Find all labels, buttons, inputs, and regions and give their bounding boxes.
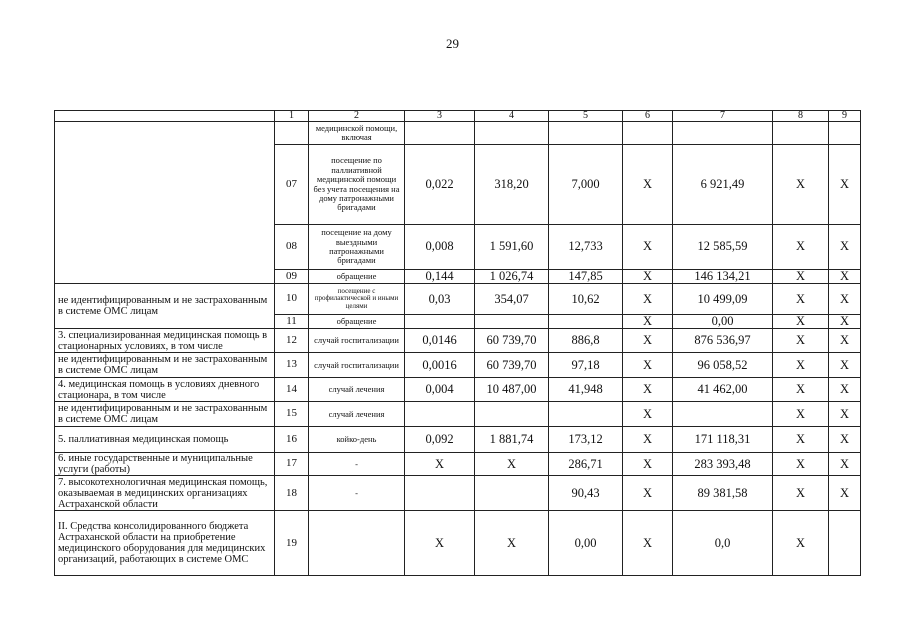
unit-cell: случай лечения	[309, 402, 405, 427]
value-cell: X	[773, 402, 829, 427]
header-cell: 8	[773, 111, 829, 122]
unit-cell	[309, 511, 405, 576]
row-name-cell: не идентифицированным и не застрахованным в системе ОМС лицам	[55, 402, 275, 427]
table-row	[55, 329, 861, 353]
value-cell: X	[623, 427, 673, 453]
header-cell: 2	[309, 111, 405, 122]
value-cell: 146 134,21	[673, 270, 773, 284]
value-cell: 90,43	[549, 476, 623, 511]
value-cell: 12,733	[549, 225, 623, 270]
table-body	[55, 111, 861, 576]
value-cell: 89 381,58	[673, 476, 773, 511]
value-cell	[475, 402, 549, 427]
value-cell: X	[475, 511, 549, 576]
value-cell: X	[829, 427, 861, 453]
value-cell: 6 921,49	[673, 145, 773, 225]
value-cell: X	[829, 378, 861, 402]
value-cell: 10 487,00	[475, 378, 549, 402]
value-cell: 7,000	[549, 145, 623, 225]
value-cell	[623, 122, 673, 145]
row-name-cell: 3. специализированная медицинская помощь в стационарных условиях, в том числе	[55, 329, 275, 353]
value-cell: X	[829, 270, 861, 284]
value-cell: X	[773, 315, 829, 329]
header-cell: 1	[275, 111, 309, 122]
page-number: 29	[446, 36, 459, 51]
value-cell: X	[623, 225, 673, 270]
row-name-cell: 7. высокотехнологичная медицинская помощь, оказываемая в медицинских организациях Астраханской области	[55, 476, 275, 511]
value-cell: X	[773, 270, 829, 284]
row-code-cell: 07	[275, 145, 309, 225]
row-name-cell: II. Средства консолидированного бюджета Астраханской области на приобретение медицинского оборудования для медицинских организаций, работающих в системе ОМС	[55, 511, 275, 576]
value-cell	[475, 315, 549, 329]
value-cell: 96 058,52	[673, 353, 773, 378]
value-cell: 0,0	[673, 511, 773, 576]
value-cell: X	[773, 476, 829, 511]
header-cell: 9	[829, 111, 861, 122]
value-cell: X	[829, 284, 861, 315]
value-cell	[829, 511, 861, 576]
value-cell: X	[773, 378, 829, 402]
value-cell	[549, 315, 623, 329]
table-row	[55, 402, 861, 427]
row-code-cell: 15	[275, 402, 309, 427]
column-number-row	[55, 111, 861, 122]
value-cell: X	[623, 378, 673, 402]
header-cell: 4	[475, 111, 549, 122]
value-cell: X	[475, 453, 549, 476]
row-name-cell: не идентифицированным и не застрахованным в системе ОМС лицам	[55, 353, 275, 378]
value-cell: 97,18	[549, 353, 623, 378]
row-code-cell	[275, 122, 309, 145]
value-cell: X	[773, 145, 829, 225]
value-cell: 173,12	[549, 427, 623, 453]
value-cell: X	[829, 476, 861, 511]
value-cell: X	[623, 284, 673, 315]
row-code-cell: 13	[275, 353, 309, 378]
value-cell: 0,004	[405, 378, 475, 402]
value-cell: X	[829, 402, 861, 427]
row-code-cell: 11	[275, 315, 309, 329]
unit-cell: -	[309, 476, 405, 511]
table-row	[55, 284, 861, 315]
value-cell: X	[405, 511, 475, 576]
value-cell: 0,0146	[405, 329, 475, 353]
header-cell: 5	[549, 111, 623, 122]
row-code-cell: 17	[275, 453, 309, 476]
value-cell: X	[829, 225, 861, 270]
value-cell: X	[773, 329, 829, 353]
value-cell: 41,948	[549, 378, 623, 402]
value-cell: X	[773, 284, 829, 315]
value-cell: 0,022	[405, 145, 475, 225]
value-cell: 0,144	[405, 270, 475, 284]
value-cell: X	[623, 353, 673, 378]
row-name-cell	[55, 122, 275, 284]
unit-cell: -	[309, 453, 405, 476]
value-cell: X	[773, 511, 829, 576]
value-cell	[829, 122, 861, 145]
value-cell: 283 393,48	[673, 453, 773, 476]
value-cell: 60 739,70	[475, 353, 549, 378]
value-cell	[549, 122, 623, 145]
row-name-cell: 4. медицинская помощь в условиях дневного стационара, в том числе	[55, 378, 275, 402]
value-cell: X	[773, 225, 829, 270]
unit-cell: посещение по паллиативной медицинской помощи без учета посещения на дому патронажными бригадами	[309, 145, 405, 225]
unit-cell: койко-день	[309, 427, 405, 453]
table-row	[55, 453, 861, 476]
row-name-cell: не идентифицированным и не застрахованным в системе ОМС лицам	[55, 284, 275, 329]
unit-cell: случай госпитализации	[309, 329, 405, 353]
row-code-cell: 12	[275, 329, 309, 353]
unit-cell: посещение с профилактической и иными целями	[309, 284, 405, 315]
table-row	[55, 378, 861, 402]
row-code-cell: 14	[275, 378, 309, 402]
value-cell: X	[623, 476, 673, 511]
value-cell: 1 881,74	[475, 427, 549, 453]
value-cell: X	[773, 427, 829, 453]
row-code-cell: 08	[275, 225, 309, 270]
value-cell: X	[623, 329, 673, 353]
row-code-cell: 09	[275, 270, 309, 284]
value-cell: X	[405, 453, 475, 476]
value-cell: 147,85	[549, 270, 623, 284]
value-cell: 60 739,70	[475, 329, 549, 353]
table-row	[55, 427, 861, 453]
value-cell: X	[829, 353, 861, 378]
value-cell	[673, 402, 773, 427]
header-cell-empty	[55, 111, 275, 122]
value-cell	[405, 122, 475, 145]
value-cell: 0,00	[673, 315, 773, 329]
table-row	[55, 353, 861, 378]
value-cell: X	[829, 315, 861, 329]
value-cell: 0,0016	[405, 353, 475, 378]
value-cell: X	[623, 453, 673, 476]
value-cell: 0,00	[549, 511, 623, 576]
value-cell: 286,71	[549, 453, 623, 476]
value-cell	[475, 122, 549, 145]
value-cell: 10 499,09	[673, 284, 773, 315]
value-cell: X	[773, 353, 829, 378]
value-cell: 12 585,59	[673, 225, 773, 270]
unit-cell: обращение	[309, 315, 405, 329]
value-cell: 41 462,00	[673, 378, 773, 402]
value-cell	[549, 402, 623, 427]
header-cell: 6	[623, 111, 673, 122]
value-cell: 0,008	[405, 225, 475, 270]
unit-cell: медицинской помощи, включая	[309, 122, 405, 145]
unit-cell: посещение на дому выездными патронажными бригадами	[309, 225, 405, 270]
value-cell	[773, 122, 829, 145]
value-cell: X	[623, 315, 673, 329]
value-cell	[405, 402, 475, 427]
header-cell: 7	[673, 111, 773, 122]
value-cell	[405, 315, 475, 329]
value-cell: 318,20	[475, 145, 549, 225]
row-code-cell: 19	[275, 511, 309, 576]
value-cell: 171 118,31	[673, 427, 773, 453]
table-row	[55, 476, 861, 511]
value-cell: 1 591,60	[475, 225, 549, 270]
table-row	[55, 511, 861, 576]
value-cell	[673, 122, 773, 145]
value-cell: 0,03	[405, 284, 475, 315]
value-cell: X	[829, 145, 861, 225]
financing-table	[54, 110, 861, 576]
unit-cell: случай госпитализации	[309, 353, 405, 378]
unit-cell: обращение	[309, 270, 405, 284]
unit-cell: случай лечения	[309, 378, 405, 402]
value-cell: 886,8	[549, 329, 623, 353]
value-cell: X	[623, 270, 673, 284]
value-cell: X	[623, 402, 673, 427]
value-cell: X	[773, 453, 829, 476]
table-row	[55, 122, 861, 145]
value-cell: 10,62	[549, 284, 623, 315]
value-cell: 876 536,97	[673, 329, 773, 353]
value-cell	[405, 476, 475, 511]
value-cell: X	[829, 453, 861, 476]
value-cell: 354,07	[475, 284, 549, 315]
value-cell	[475, 476, 549, 511]
value-cell: 1 026,74	[475, 270, 549, 284]
value-cell: X	[829, 329, 861, 353]
value-cell: 0,092	[405, 427, 475, 453]
value-cell: X	[623, 511, 673, 576]
row-code-cell: 18	[275, 476, 309, 511]
row-name-cell: 5. паллиативная медицинская помощь	[55, 427, 275, 453]
row-code-cell: 16	[275, 427, 309, 453]
header-cell: 3	[405, 111, 475, 122]
row-name-cell: 6. иные государственные и муниципальные услуги (работы)	[55, 453, 275, 476]
value-cell: X	[623, 145, 673, 225]
row-code-cell: 10	[275, 284, 309, 315]
